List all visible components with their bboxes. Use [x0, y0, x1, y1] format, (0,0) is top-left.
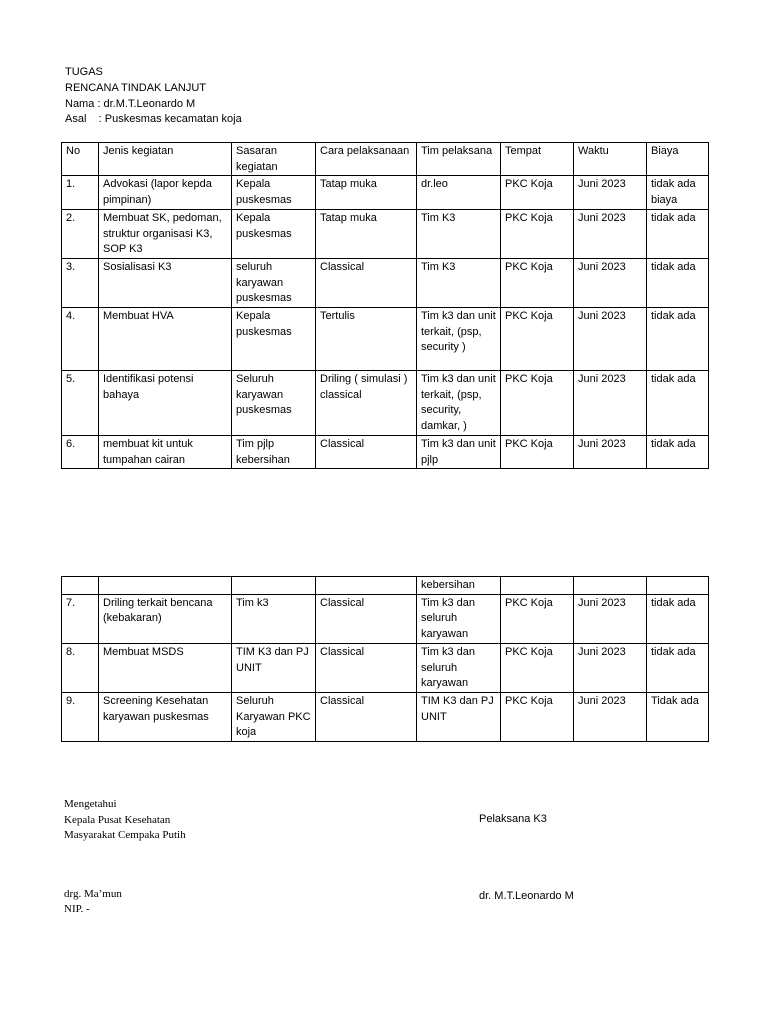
table-cell: tidak ada	[647, 209, 709, 258]
table-cell: seluruh karyawan puskesmas	[232, 258, 316, 307]
table-cell: Screening Kesehatan karyawan puskesmas	[99, 692, 232, 741]
action-plan-table-continued	[61, 576, 709, 742]
table-cell: Tertulis	[316, 308, 417, 371]
table-cell	[62, 577, 99, 595]
table-cell: 4.	[62, 308, 99, 371]
table-cell: Tim K3	[417, 209, 501, 258]
table-cell: Tim k3	[232, 594, 316, 643]
table-cell: Classical	[316, 692, 417, 741]
table-cell	[647, 577, 709, 595]
table-cell: Membuat HVA	[99, 308, 232, 371]
origin-line: Asal : Puskesmas kecamatan koja	[65, 113, 242, 126]
table-cell	[232, 577, 316, 595]
table-cell: PKC Koja	[501, 643, 574, 692]
table-cell: Sasaran kegiatan	[232, 143, 316, 176]
table-cell: Tim K3	[417, 258, 501, 307]
table-cell	[501, 577, 574, 595]
table-cell: Tim k3 dan seluruh karyawan	[417, 643, 501, 692]
table-cell: TIM K3 dan PJ UNIT	[232, 643, 316, 692]
table-row	[62, 692, 709, 741]
table-cell: Tim pjlp kebersihan	[232, 435, 316, 468]
table-row	[62, 371, 709, 436]
table-cell: 7.	[62, 594, 99, 643]
table-header-row	[62, 143, 709, 176]
table-cell: PKC Koja	[501, 209, 574, 258]
table-cell: Juni 2023	[574, 594, 647, 643]
approver-title-line1: Kepala Pusat Kesehatan	[64, 813, 171, 826]
table-cell: Driling ( simulasi ) classical	[316, 371, 417, 436]
table-cell: Tim k3 dan seluruh karyawan	[417, 594, 501, 643]
table-cell: No	[62, 143, 99, 176]
table-cell: Juni 2023	[574, 176, 647, 209]
table-cell: Seluruh karyawan puskesmas	[232, 371, 316, 436]
approval-label: Mengetahui	[64, 798, 117, 810]
table-cell: Tatap muka	[316, 209, 417, 258]
table-cell: 5.	[62, 371, 99, 436]
table-cell: Tidak ada	[647, 692, 709, 741]
table-row	[62, 308, 709, 371]
table-row	[62, 176, 709, 209]
table-cell: Tempat	[501, 143, 574, 176]
table-cell: Tim k3 dan unit terkait, (psp, security, damkar, )	[417, 371, 501, 436]
table-cell: 8.	[62, 643, 99, 692]
action-plan-table	[61, 142, 709, 469]
table-cell: Juni 2023	[574, 209, 647, 258]
table-cell	[316, 577, 417, 595]
table-cell: Classical	[316, 643, 417, 692]
table-cell: tidak ada	[647, 371, 709, 436]
table-row	[62, 209, 709, 258]
table-cell: Waktu	[574, 143, 647, 176]
approver-name-block	[64, 887, 122, 917]
name-line: Nama : dr.M.T.Leonardo M	[65, 97, 196, 110]
table-cell: tidak ada	[647, 435, 709, 468]
approver-title-line2: Masyarakat Cempaka Putih	[64, 829, 186, 841]
table-cell: PKC Koja	[501, 435, 574, 468]
table-cell: tidak ada	[647, 308, 709, 371]
table-cell: 9.	[62, 692, 99, 741]
table-row	[62, 594, 709, 643]
executor-name: dr. M.T.Leonardo M	[479, 890, 574, 902]
table-cell: Juni 2023	[574, 258, 647, 307]
approver-nip: NIP. -	[64, 903, 90, 915]
table-cell: Tim pelaksana	[417, 143, 501, 176]
table-cell: tidak ada	[647, 643, 709, 692]
table-cell: Jenis kegiatan	[99, 143, 232, 176]
table-cell: Seluruh Karyawan PKC koja	[232, 692, 316, 741]
table-cell: Juni 2023	[574, 643, 647, 692]
table-cell: Kepala puskesmas	[232, 308, 316, 371]
table-cell: kebersihan	[417, 577, 501, 595]
table-row	[62, 577, 709, 595]
table-cell: 2.	[62, 209, 99, 258]
table-cell: Driling terkait bencana (kebakaran)	[99, 594, 232, 643]
table-cell: 1.	[62, 176, 99, 209]
table-cell	[574, 577, 647, 595]
table-cell: PKC Koja	[501, 258, 574, 307]
executor-title: Pelaksana K3	[479, 813, 547, 825]
table-cell: PKC Koja	[501, 692, 574, 741]
table-cell: Identifikasi potensi bahaya	[99, 371, 232, 436]
table-cell: Juni 2023	[574, 308, 647, 371]
table-cell: Tim k3 dan unit terkait, (psp, security )	[417, 308, 501, 371]
table-row	[62, 258, 709, 307]
table-cell: dr.leo	[417, 176, 501, 209]
table-row	[62, 643, 709, 692]
table-cell: tidak ada	[647, 258, 709, 307]
document-header	[65, 65, 242, 128]
approver-name: drg. Ma’mun	[64, 888, 122, 900]
table-cell: Juni 2023	[574, 435, 647, 468]
table-cell: Tim k3 dan unit pjlp	[417, 435, 501, 468]
table-cell: Kepala puskesmas	[232, 209, 316, 258]
table-cell: Classical	[316, 258, 417, 307]
table-cell: PKC Koja	[501, 308, 574, 371]
table-cell: 6.	[62, 435, 99, 468]
table-row	[62, 435, 709, 468]
table-cell: 3.	[62, 258, 99, 307]
table-cell: Classical	[316, 594, 417, 643]
table-cell: Tatap muka	[316, 176, 417, 209]
document-title: RENCANA TINDAK LANJUT	[65, 81, 206, 94]
assignment-label: TUGAS	[65, 66, 103, 78]
table-cell	[99, 577, 232, 595]
table-cell: Membuat SK, pedoman, struktur organisasi K3, SOP K3	[99, 209, 232, 258]
table-cell: Biaya	[647, 143, 709, 176]
table-cell: Advokasi (lapor kepda pimpinan)	[99, 176, 232, 209]
table-cell: Kepala puskesmas	[232, 176, 316, 209]
table-cell: Juni 2023	[574, 692, 647, 741]
table-cell: TIM K3 dan PJ UNIT	[417, 692, 501, 741]
table-cell: Cara pelaksanaan	[316, 143, 417, 176]
approval-block	[64, 797, 186, 844]
table-cell: tidak ada	[647, 594, 709, 643]
table-cell: tidak ada biaya	[647, 176, 709, 209]
table-cell: Classical	[316, 435, 417, 468]
table-cell: Membuat MSDS	[99, 643, 232, 692]
table-cell: Sosialisasi K3	[99, 258, 232, 307]
table-cell: Juni 2023	[574, 371, 647, 436]
table-cell: membuat kit untuk tumpahan cairan	[99, 435, 232, 468]
table-cell: PKC Koja	[501, 594, 574, 643]
table-cell: PKC Koja	[501, 371, 574, 436]
table-cell: PKC Koja	[501, 176, 574, 209]
